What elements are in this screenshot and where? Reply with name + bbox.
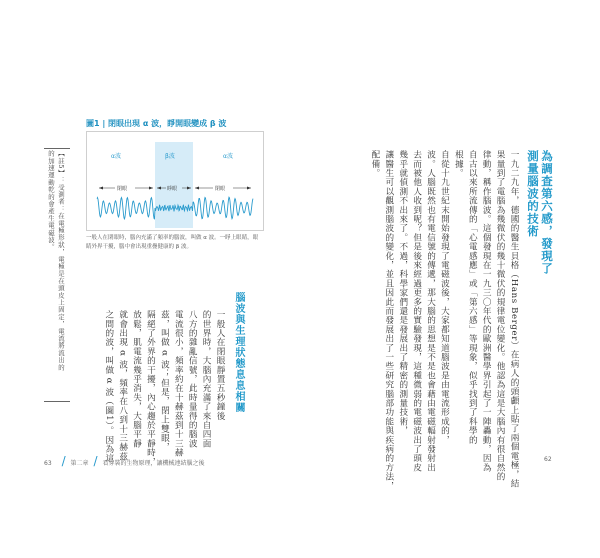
right-body-line: 幾乎就偵測不出來了。不過，科學家們還是發展出了精密的測量技術， (397, 150, 408, 436)
right-body-text (356, 150, 520, 491)
footer-slash-icon: / (93, 454, 98, 468)
left-body-line: 隔絕了外界的干擾，內心趨於平靜時， (145, 310, 156, 467)
closed-arrowhead-right (149, 187, 153, 190)
right-body-line: 自古以來所流傳的「心電感應」或「第六感」等現象，似乎找到了科學的 (467, 150, 478, 445)
right-body-line: 律動，稱作腦波。這個發現在一九三〇年代的歐洲醫學界引起了一陣轟動，因為 (481, 150, 492, 472)
right-body-line: 波。人腦既然也有電信號的傳遞，那大腦的思想是不是也會藉由電磁輻射發射出 (425, 150, 436, 472)
figure-caption: 一般人在閉眼時，腦內充滿了頻率的腦波，叫做 α 波。一睜上眼睛，眼睛外界干擾，腦中會出現重疊健康的 β 波。 (86, 235, 259, 250)
eeg-chart (87, 132, 263, 230)
alpha-label-right: α波 (223, 153, 233, 160)
right-body-line: 根據。 (453, 150, 464, 178)
left-body-line: 的世界時，大腦內充滿了來自四面 (201, 310, 212, 448)
right-body-line: 配備。 (369, 150, 380, 178)
left-body-line: 茲，叫做 α 波；但是，閉上雙眼， (159, 310, 170, 452)
footer-right (544, 456, 552, 463)
closed-label-2: 閉眼 (215, 186, 226, 192)
left-body-line: 八方的雜亂信號，此時量得的腦波 (187, 310, 198, 448)
closed-arrowhead-right-2 (247, 187, 251, 190)
left-page-number: 63 (44, 460, 52, 467)
right-body-line: 果量到了電腦為幾微伏的幾十微伏的規律電位變化。他認為這是大腦內有很自然的 (495, 150, 506, 482)
footer-left (44, 454, 204, 468)
beta-label: β波 (165, 153, 175, 160)
figure-title: 圖1 | 閉眼出現 α 波，睜開眼變成 β 波 (86, 119, 227, 128)
note-text (46, 150, 66, 398)
footer-chapter-title: 看穿裝的生物原理，讓機械連結腦之後 (102, 460, 205, 467)
footer-slash-icon: / (61, 454, 66, 468)
right-page-number: 62 (544, 456, 552, 463)
figure-box (86, 131, 264, 231)
right-section-heading (526, 150, 554, 400)
closed-arrowhead-left (99, 187, 103, 190)
closed-label-1: 閉眼 (117, 186, 128, 192)
left-body-line: 放鬆，肌電流幾乎消失，大腦平靜 (131, 310, 142, 448)
open-label: 睜眼 (167, 186, 178, 192)
closed-arrowhead-left-2 (195, 187, 199, 190)
left-body-line: 就會出現 α 波，頻率在八到十三赫茲 (117, 310, 128, 462)
note-line: 的加速運動乾的會產生電磁波。 (47, 150, 55, 251)
left-body-line: 電流很小，頻率約在十赫茲到十三赫 (173, 310, 184, 458)
right-body-line: 讓醫生可以觀測腦波的變化，並且因此而發展出了一些研究腦部功能與疾病的方法， (383, 150, 394, 491)
heading-line: 測量腦波的技術 (526, 150, 540, 238)
left-body-line: 一般人在閉眼靜置五秒鐘後 (215, 310, 225, 421)
right-body-line: 去而被他人收到呢？但是後來經過更多的實驗發現，這種微弱的電磁波出了頭皮 (411, 150, 422, 472)
note-line: 【註5】：受測者：在電極形狀，電極是在頭皮上固定，電流將流出的 (57, 150, 65, 371)
heading-line: 為調查第六感，發現了 (540, 150, 554, 275)
alpha-label-left: α波 (111, 153, 121, 160)
left-section-heading: 腦波與生理狀態息息相關 (233, 292, 244, 413)
footer-chapter: 第二章 (70, 460, 89, 467)
left-body-line: 之間的波，叫做 α 波（圖1）。因為這 (103, 310, 114, 463)
right-body-line: 自從十九世紀末開始發現了電磁波後，大家都知道腦波是由電流形成的， (439, 150, 450, 445)
right-body-line: 一九二九年，德國的醫生貝格（Hans Berger）在病人的頭顱上貼了兩個電極，結 (509, 150, 519, 489)
